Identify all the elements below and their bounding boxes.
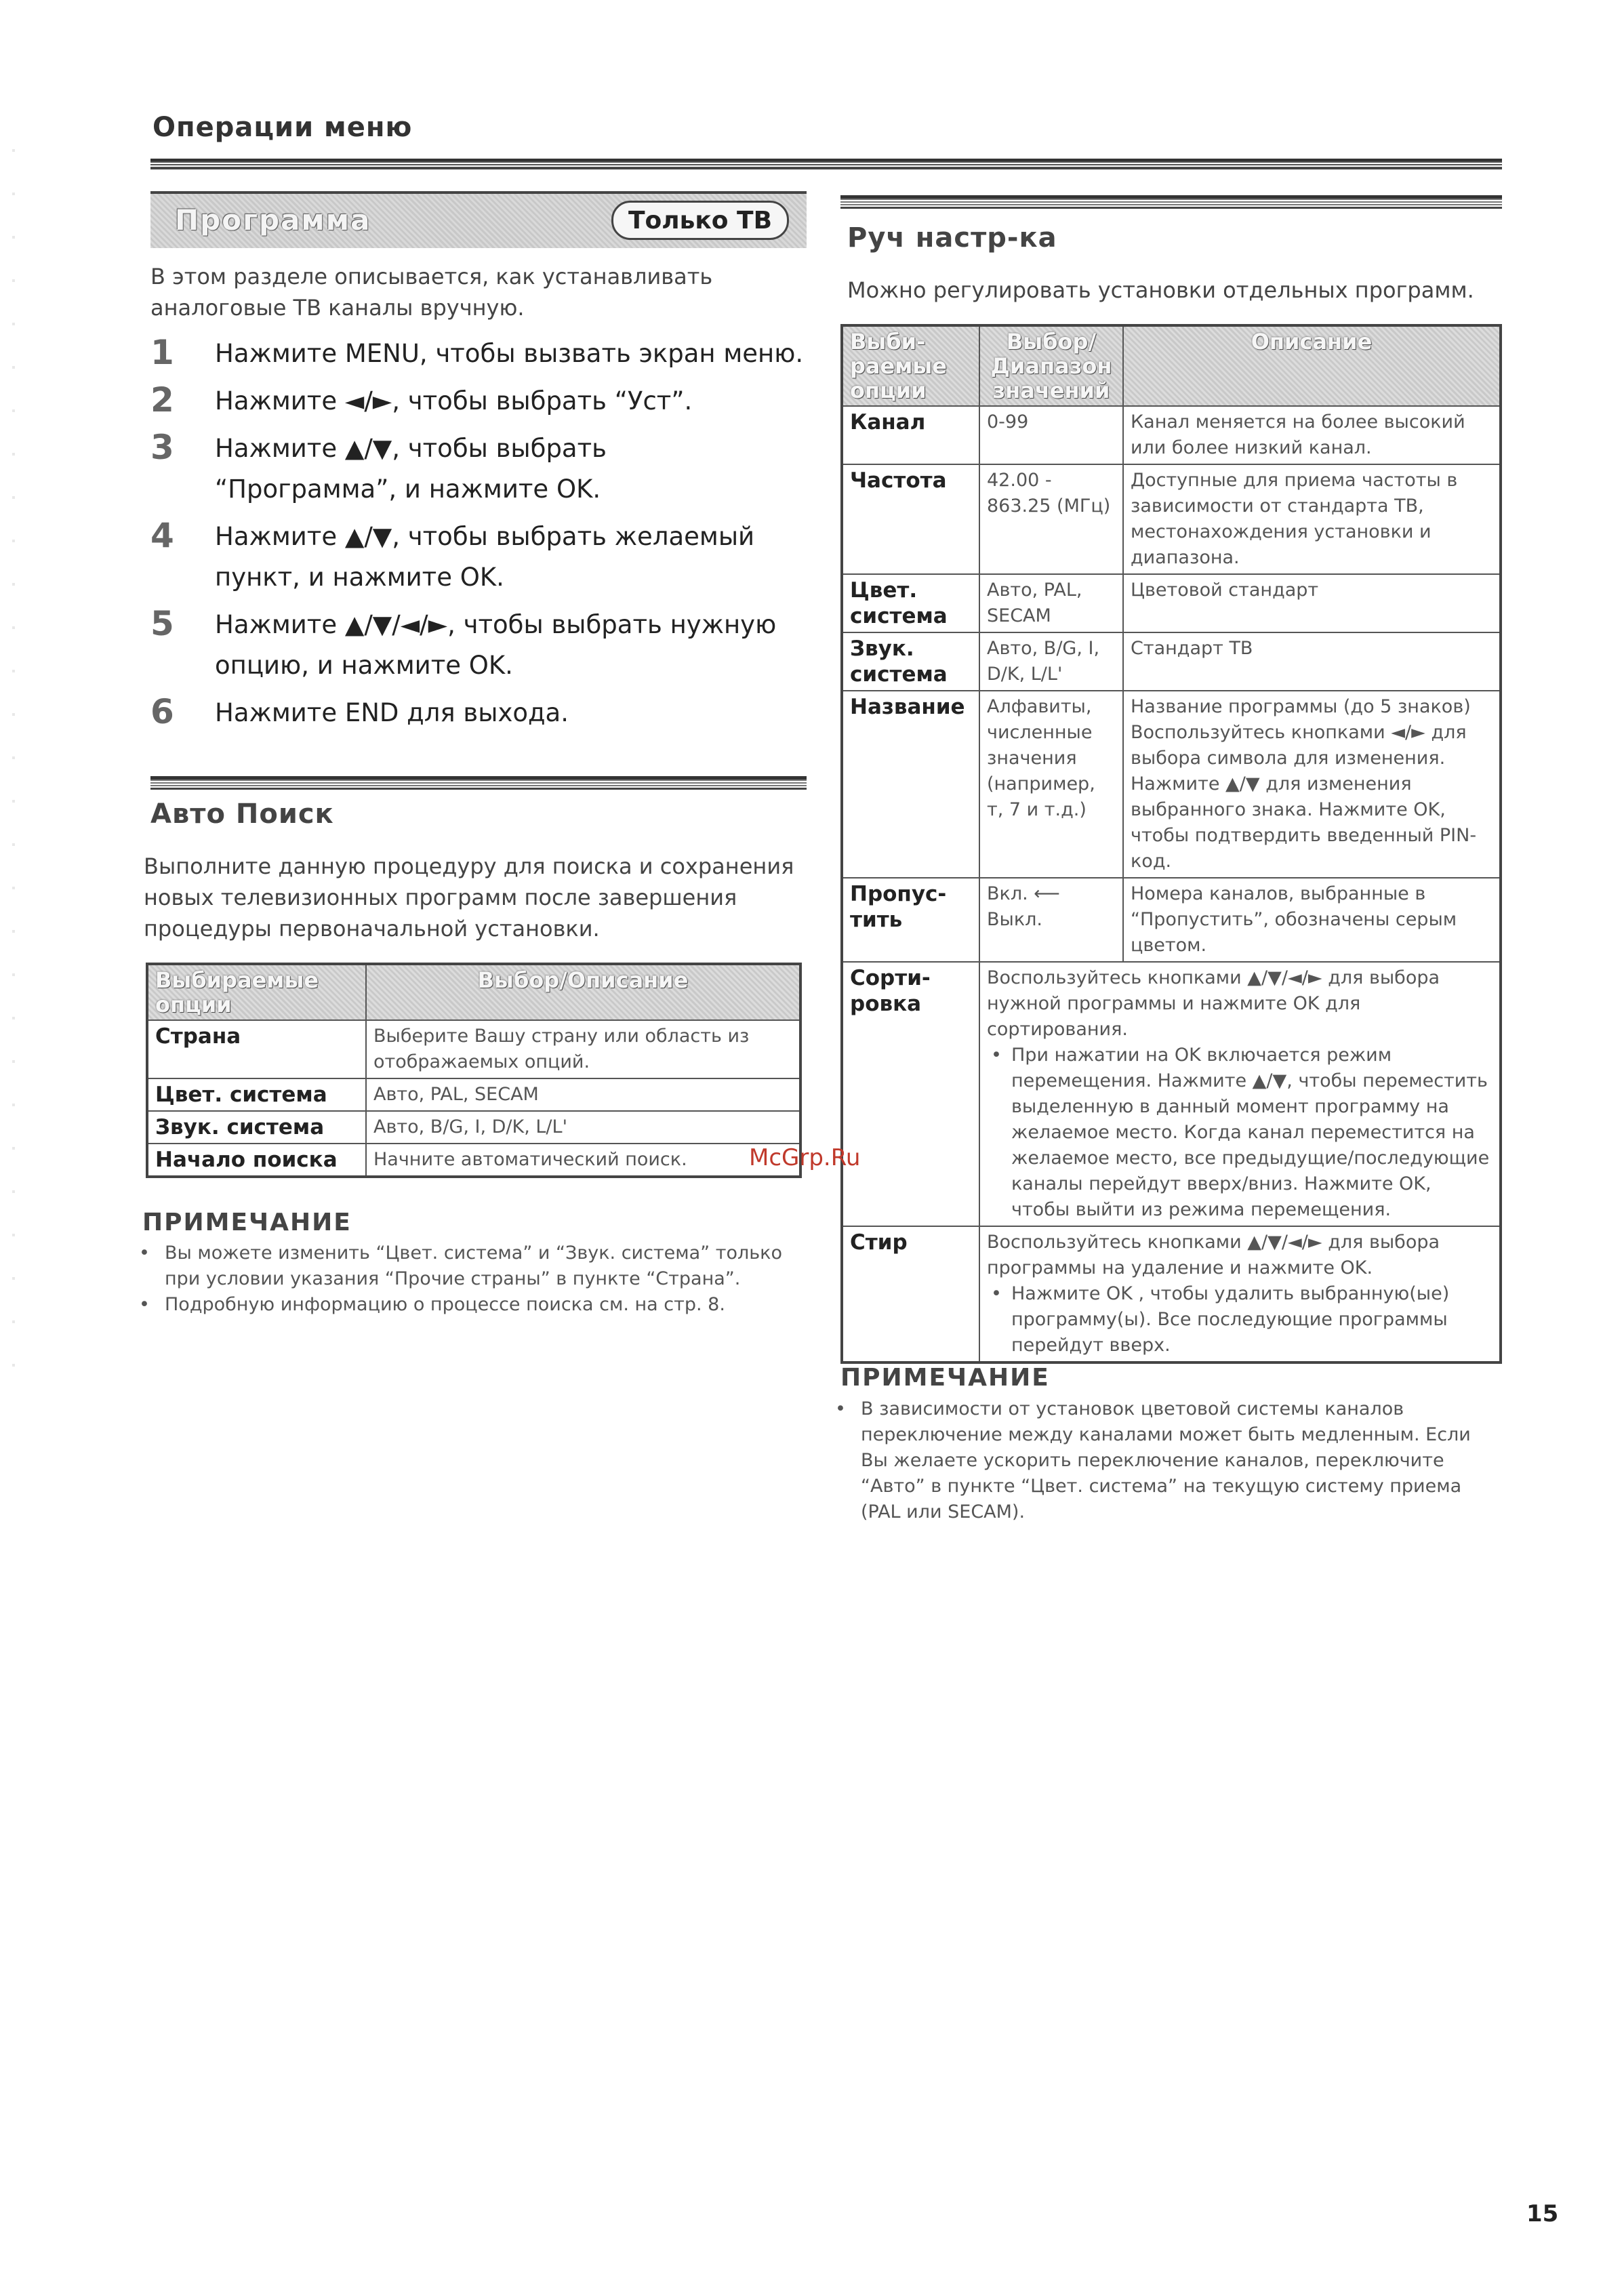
value-cell: Авто, B/G, I, D/K, L/L' <box>979 632 1123 691</box>
header-rule <box>150 159 1502 169</box>
bullet-icon: • <box>835 1398 846 1419</box>
description-cell: Доступные для приема частоты в зависимости от стандарта ТВ, местонахождения установки и диапазона. <box>1123 464 1501 574</box>
table-row <box>147 1078 800 1111</box>
value-cell: Алфавиты, численные значения (например, т, 7 и т.д.) <box>979 691 1123 878</box>
step-text: Нажмите END для выхода. <box>215 698 569 727</box>
auto-search-intro: Выполните данную процедуру для поиска и сохранения новых телевизионных программ после завершения процедуры первоначальной установки. <box>144 853 794 942</box>
note-item <box>139 1240 790 1292</box>
programma-title: Программа <box>175 203 371 237</box>
manual-note-title: ПРИМЕЧАНИЕ <box>840 1364 1050 1392</box>
note-text: В зависимости от установок цветовой системы каналов переключение между каналами может быть медленным. Если Вы желаете ускорить переключение каналов, переключите “Авто” в пункте “Цвет. система” на текущую систему приема (PAL или SECAM). <box>861 1398 1471 1522</box>
option-cell: Сорти-ровка <box>842 962 979 1226</box>
step-number: 4 <box>150 516 174 555</box>
auto-search-title: Авто Поиск <box>150 799 334 830</box>
page-header-title: Операции меню <box>153 112 413 143</box>
option-cell: Звук. система <box>842 632 979 691</box>
sort-bullet <box>987 1043 1493 1223</box>
option-cell: Звук. система <box>147 1111 366 1144</box>
step-text: Нажмите ▲/▼/◄/►, чтобы выбрать нужную опцию, и нажмите OK. <box>215 610 777 680</box>
scan-edge-marks <box>12 108 15 1396</box>
step-1 <box>150 334 815 374</box>
sort-description: Воспользуйтесь кнопками ▲/▼/◄/► для выбора нужной программы и нажмите OK для сортирования. <box>987 967 1440 1040</box>
erase-bullet-text: Нажмите OK , чтобы удалить выбранную(ые) программу(ы). Все последующие программы перейдут вверх. <box>1011 1283 1450 1356</box>
step-number: 2 <box>150 380 174 420</box>
option-cell: Название <box>842 691 979 878</box>
manual-notes <box>835 1396 1499 1525</box>
table-row <box>147 1020 800 1078</box>
auto-search-table <box>146 963 802 1178</box>
description-cell: Начните автоматический поиск. <box>366 1144 800 1177</box>
description-cell <box>979 1226 1501 1362</box>
note-item <box>139 1292 790 1318</box>
step-4 <box>150 517 815 598</box>
manual-rule <box>840 195 1502 209</box>
option-cell: Цвет. система <box>842 574 979 632</box>
value-cell: Авто, PAL, SECAM <box>979 574 1123 632</box>
bullet-icon: • <box>991 1283 1002 1304</box>
auto-search-notes <box>139 1240 790 1318</box>
description-cell: Выберите Вашу страну или область из отображаемых опций. <box>366 1020 800 1078</box>
option-cell: Цвет. система <box>147 1078 366 1111</box>
option-cell: Частота <box>842 464 979 574</box>
description-cell: Стандарт ТВ <box>1123 632 1501 691</box>
step-text: Нажмите ▲/▼, чтобы выбрать желаемый пункт, и нажмите OK. <box>215 522 755 592</box>
step-text: Нажмите ▲/▼, чтобы выбрать “Программа”, и нажмите OK. <box>215 434 607 504</box>
col-options-header: Выби-раемые опции <box>842 325 979 406</box>
page-number: 15 <box>1526 2200 1559 2227</box>
table-row <box>842 691 1501 878</box>
option-cell: Пропус-тить <box>842 878 979 962</box>
option-cell: Канал <box>842 406 979 464</box>
step-number: 5 <box>150 604 174 643</box>
bullet-icon: • <box>139 1294 150 1315</box>
table-row <box>147 1111 800 1144</box>
step-text: Нажмите MENU, чтобы вызвать экран меню. <box>215 339 804 368</box>
erase-description: Воспользуйтесь кнопками ▲/▼/◄/► для выбора программы на удаление и нажмите OK. <box>987 1232 1440 1278</box>
col-description-header: Описание <box>1123 325 1501 406</box>
tv-only-badge: Только ТВ <box>611 201 789 240</box>
option-cell: Страна <box>147 1020 366 1078</box>
manual-table <box>840 324 1502 1364</box>
description-cell: Авто, B/G, I, D/K, L/L' <box>366 1111 800 1144</box>
table-row <box>842 962 1501 1226</box>
description-cell: Номера каналов, выбранные в “Пропустить”, обозначены серым цветом. <box>1123 878 1501 962</box>
table-row <box>842 406 1501 464</box>
table-row <box>842 878 1501 962</box>
description-cell: Цветовой стандарт <box>1123 574 1501 632</box>
value-cell: 0-99 <box>979 406 1123 464</box>
value-cell: 42.00 - 863.25 (МГц) <box>979 464 1123 574</box>
auto-search-note-title: ПРИМЕЧАНИЕ <box>142 1209 352 1236</box>
step-number: 1 <box>150 333 174 372</box>
note-item <box>835 1396 1499 1525</box>
step-5 <box>150 605 815 686</box>
programma-steps <box>150 334 815 733</box>
description-cell: Авто, PAL, SECAM <box>366 1078 800 1111</box>
programma-banner <box>150 191 807 248</box>
col-values-header: Выбор/ Диапазон значений <box>979 325 1123 406</box>
bullet-icon: • <box>139 1242 150 1264</box>
description-cell <box>979 962 1501 1226</box>
table-row <box>842 632 1501 691</box>
table-row <box>842 464 1501 574</box>
manual-title: Руч настр-ка <box>847 222 1057 254</box>
col-description-header: Выбор/Описание <box>366 964 800 1020</box>
step-number: 3 <box>150 428 174 467</box>
manual-intro: Можно регулировать установки отдельных программ. <box>847 277 1474 303</box>
step-3 <box>150 428 815 510</box>
erase-bullet <box>987 1281 1493 1358</box>
table-row <box>842 1226 1501 1362</box>
description-cell: Название программы (до 5 знаков) Воспользуйтесь кнопками ◄/► для выбора символа для изменения. Нажмите ▲/▼ для изменения выбранного знака. Нажмите OK, чтобы подтвердить введенный PIN-код. <box>1123 691 1501 878</box>
sort-bullet-text: При нажатии на OK включается режим перемещения. Нажмите ▲/▼, чтобы переместить выделенную в данный момент программу на желаемое место. Когда канал переместится на желаемое место, все предыдущие/последующие каналы перейдут вверх/вниз. Нажмите OK, чтобы выйти из режима перемещения. <box>1011 1045 1490 1220</box>
programma-intro: В этом разделе описывается, как устанавливать аналоговые ТВ каналы вручную. <box>150 264 713 321</box>
auto-search-rule <box>150 776 807 790</box>
watermark-link[interactable]: McGrp.Ru <box>749 1144 861 1171</box>
option-cell: Стир <box>842 1226 979 1362</box>
col-options-header: Выбираемые опции <box>147 964 366 1020</box>
description-cell: Канал меняется на более высокий или более низкий канал. <box>1123 406 1501 464</box>
value-cell: Вкл. ⟵ Выкл. <box>979 878 1123 962</box>
table-row <box>147 1144 800 1177</box>
step-2 <box>150 381 815 422</box>
step-text: Нажмите ◄/►, чтобы выбрать “Уст”. <box>215 386 693 416</box>
option-cell: Начало поиска <box>147 1144 366 1177</box>
note-text: Вы можете изменить “Цвет. система” и “Звук. система” только при условии указания “Прочие страны” в пункте “Страна”. <box>165 1242 782 1289</box>
table-row <box>842 574 1501 632</box>
note-text: Подробную информацию о процессе поиска см. на стр. 8. <box>165 1294 725 1315</box>
bullet-icon: • <box>991 1045 1002 1066</box>
step-6 <box>150 693 815 733</box>
step-number: 6 <box>150 692 174 731</box>
